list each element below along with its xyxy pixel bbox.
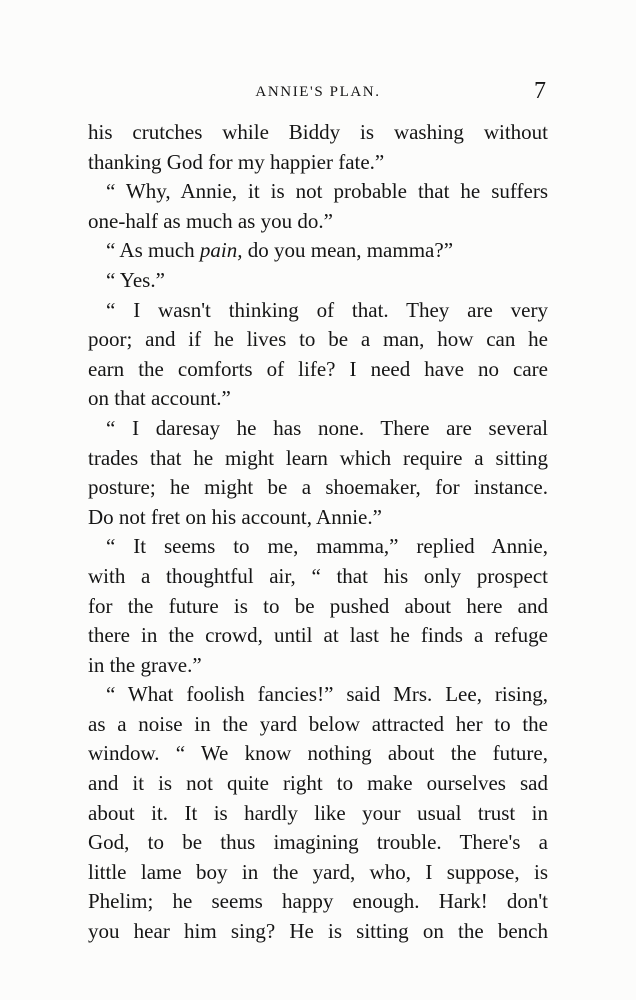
text-line: there in the crowd, until at last he finds a refuge (88, 623, 548, 648)
text-line (88, 236, 548, 266)
text-line: “ Why, Annie, it is not probable that he suffers (106, 179, 548, 204)
text-fragment: “ As much (106, 238, 195, 263)
text-line: trades that he might learn which require a sitting (88, 445, 548, 470)
text-line: for the future is to be pushed about here and (88, 593, 548, 618)
text-line: God, to be thus imagining trouble. There's a (88, 830, 548, 855)
text-line: in the grave.” (88, 652, 202, 677)
italic-word: pain, (199, 238, 243, 263)
text-line: you hear him sing? He is sitting on the bench (88, 919, 548, 944)
text-line: about it. It is hardly like your usual trust in (88, 800, 548, 825)
page-number: 7 (534, 78, 546, 104)
text-line: “ What foolish fancies!” said Mrs. Lee, rising, (106, 682, 548, 707)
text-line: “ It seems to me, mamma,” replied Annie, (106, 534, 548, 559)
text-line: thanking God for my happier fate.” (88, 149, 385, 174)
text-line: one-half as much as you do.” (88, 208, 333, 233)
text-line: “ Yes.” (106, 267, 165, 292)
text-line: earn the comforts of life? I need have no care (88, 356, 548, 381)
text-line: poor; and if he lives to be a man, how can he (88, 327, 548, 352)
text-line: window. “ We know nothing about the future, (88, 741, 548, 766)
running-title: ANNIE'S PLAN. (255, 84, 381, 100)
text-line: on that account.” (88, 386, 231, 411)
text-line: Phelim; he seems happy enough. Hark! don't (88, 889, 548, 914)
text-line: “ I daresay he has none. There are several (106, 415, 548, 440)
body-text (88, 118, 548, 947)
text-fragment: do you mean, mamma?” (247, 238, 454, 263)
text-line: little lame boy in the yard, who, I suppose, is (88, 859, 548, 884)
text-line: posture; he might be a shoemaker, for instance. (88, 475, 548, 500)
text-line: “ I wasn't thinking of that. They are very (106, 297, 548, 322)
text-line: with a thoughtful air, “ that his only prospect (88, 563, 548, 588)
text-line: and it is not quite right to make ourselves sad (88, 771, 548, 796)
text-line: his crutches while Biddy is washing without (88, 120, 548, 144)
text-line: Do not fret on his account, Annie.” (88, 504, 382, 529)
running-head (88, 78, 548, 110)
text-line: as a noise in the yard below attracted her to the (88, 711, 548, 736)
